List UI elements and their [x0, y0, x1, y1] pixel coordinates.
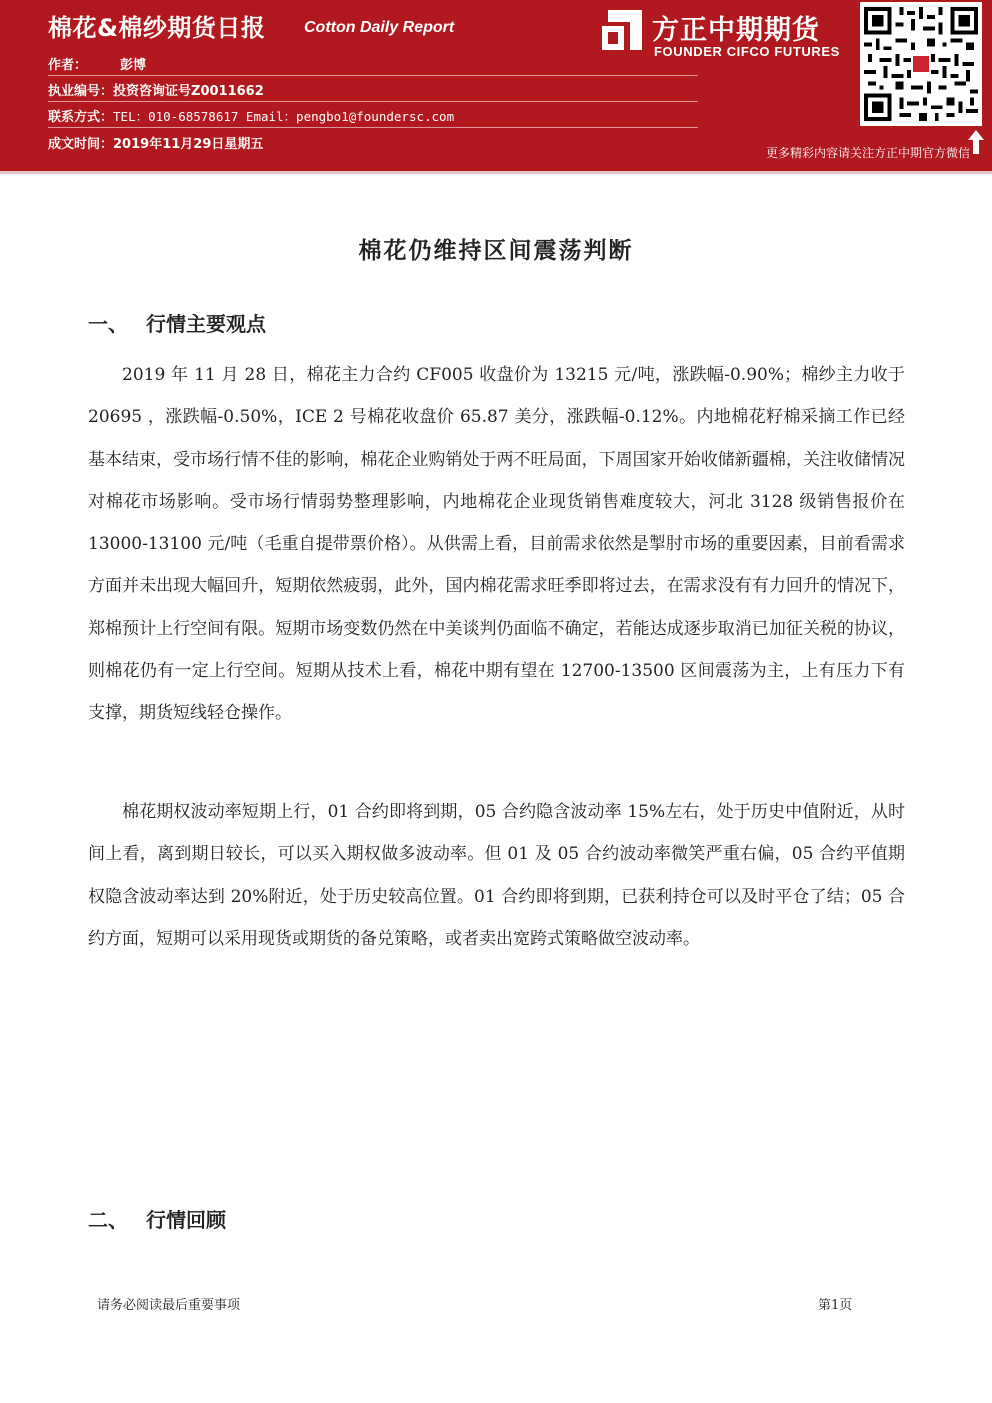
- date-label: 成文时间：: [48, 137, 114, 152]
- contact-info[interactable]: TEL：010-68578617 Email：pengbo1@foundersc.com: [113, 109, 455, 124]
- author-label: 作者：: [48, 58, 88, 73]
- section-number: 一、: [88, 312, 128, 336]
- report-title-en: Cotton Daily Report: [304, 19, 455, 36]
- section-number: 二、: [88, 1208, 128, 1232]
- license-number: 投资咨询证号Z0011662: [113, 84, 264, 99]
- report-title-cn: 棉花&棉纱期货日报: [48, 14, 266, 42]
- section-title: 行情回顾: [146, 1208, 226, 1232]
- section-title: 行情主要观点: [146, 312, 266, 336]
- section-heading-1: [88, 308, 266, 337]
- footer-notice: 请务必阅读最后重要事项: [97, 1298, 241, 1313]
- paragraph-market-view: 2019 年 11 月 28 日，棉花主力合约 CF005 收盘价为 13215 元/吨，涨跌幅-0.90%；棉纱主力收于 20695 ，涨跌幅-0.50%，ICE 2 号棉花收盘价 65.87 美分，涨跌幅-0.12%。内地棉花籽棉采摘工作已经基本结束，受市场行情不佳的影响，棉花企业购销处于两不旺局面，下周国家开始收储新疆棉，关注收储情况对棉花市场影响。受市场行情弱势整理影响，内地棉花企业现货销售难度较大，河北 3128 级销售报价在 13000-13100 元/吨（毛重自提带票价格）。从供需上看，目前需求依然是掣肘市场的重要因素，目前看需求方面并未出现大幅回升，短期依然疲弱，此外，国内棉花需求旺季即将过去，在需求没有有力回升的情况下，郑棉预计上行空间有限。短期市场变数仍然在中美谈判仍面临不确定，若能达成逐步取消已加征关税的协议，则棉花仍有一定上行空间。短期从技术上看，棉花中期有望在 12700-13500 区间震荡为主，上有压力下有支撑，期货短线轻仓操作。: [88, 365, 905, 724]
- report-header: [0, 0, 992, 165]
- qr-code-icon: [864, 6, 978, 122]
- logo-text-cn: 方正中期期货: [652, 15, 820, 46]
- contact-row: [48, 106, 454, 125]
- author-row: [48, 54, 146, 73]
- divider: [48, 101, 698, 102]
- logo-text-en: FOUNDER CIFCO FUTURES: [654, 44, 840, 59]
- section-heading-2: [88, 1204, 226, 1233]
- wechat-follow-note: 更多精彩内容请关注方正中期官方微信: [765, 146, 970, 160]
- header-rule-light: [0, 171, 992, 174]
- company-logo: [600, 6, 850, 66]
- divider: [48, 127, 698, 128]
- document-title: 棉花仍维持区间震荡判断: [358, 238, 634, 264]
- qr-code[interactable]: [860, 2, 982, 126]
- date-row: [48, 133, 263, 152]
- author-name: 彭博: [120, 58, 147, 73]
- license-label: 执业编号：: [48, 84, 114, 99]
- contact-label: 联系方式：: [48, 110, 114, 125]
- paragraph-options-view: 棉花期权波动率短期上行，01 合约即将到期，05 合约隐含波动率 15%左右，处于历史中值附近，从时间上看，离到期日较长，可以买入期权做多波动率。但 01 及 05 合约波动率微笑严重右偏，05 合约平值期权隐含波动率达到 20%附近，处于历史较高位置。01 合约即将到期，已获利持仓可以及时平仓了结；05 合约方面，短期可以采用现货或期货的备兑策略，或者卖出宽跨式策略做空波动率。: [88, 802, 905, 949]
- divider: [48, 75, 698, 76]
- license-row: [48, 80, 264, 99]
- page-number: 第1页: [818, 1298, 853, 1313]
- founder-logo-icon: [600, 8, 644, 52]
- report-date: 2019年11月29日星期五: [113, 137, 264, 152]
